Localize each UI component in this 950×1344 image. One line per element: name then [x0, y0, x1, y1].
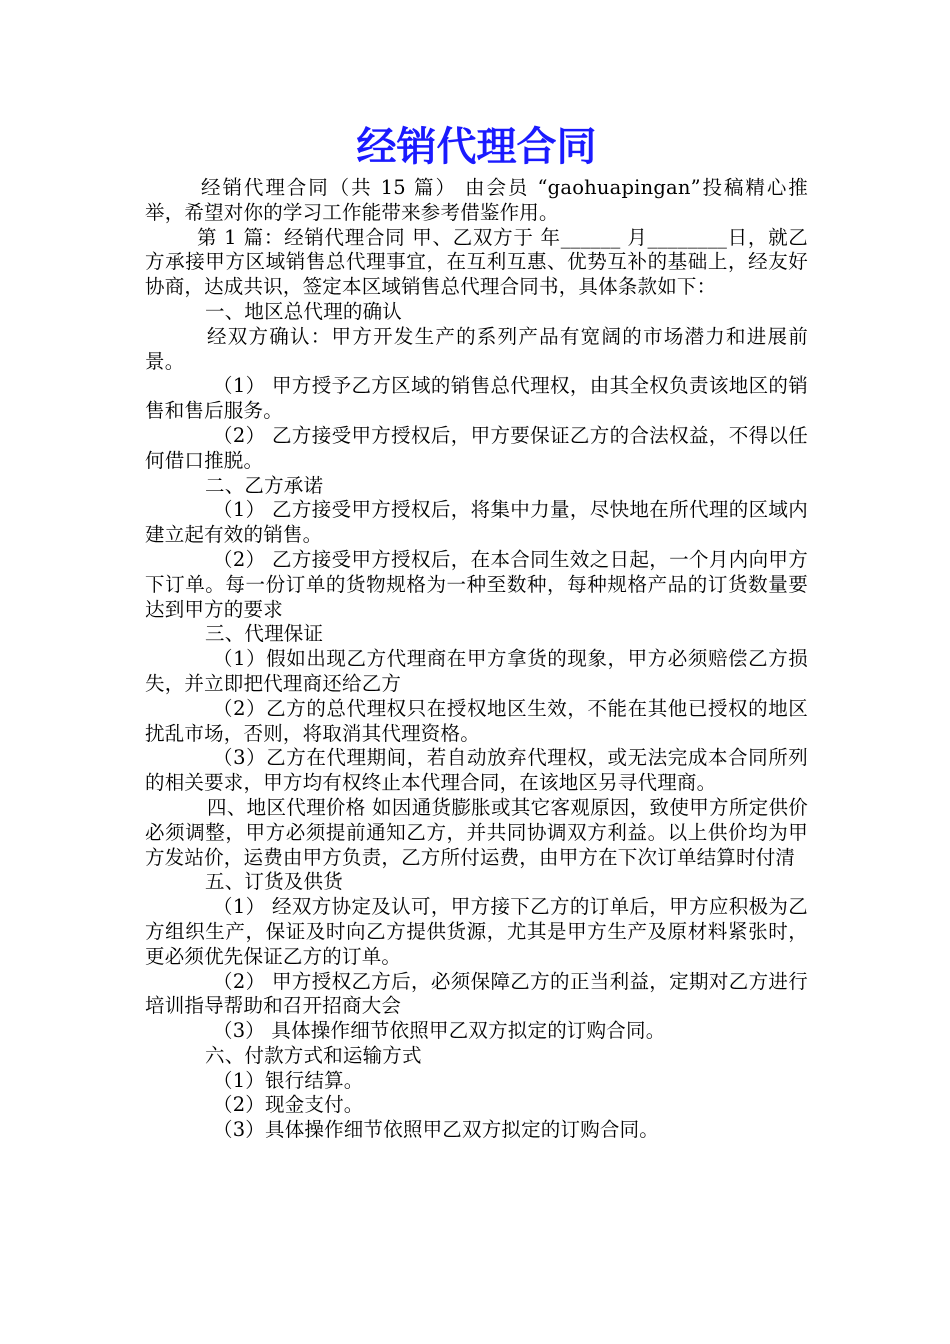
paragraph: 六、付款方式和运输方式 [205, 1043, 422, 1067]
paragraph: 二、乙方承诺 [205, 473, 324, 497]
paragraph: 五、订货及供货 [205, 870, 343, 894]
paragraph: 三、代理保证 [205, 622, 324, 646]
paragraph: 一、地区总代理的确认 [205, 299, 403, 323]
paragraph: 第 1 篇：经销代理合同 甲、乙双方于 年______ 月________日，就乙方承接甲方区域销售总代理事宜，在互利互惠、优势互补的基础上，经友好协商，达成共识，签定本区域销售总代理合同书，具体条款如下： [145, 225, 808, 299]
document-page [145, 118, 808, 1143]
paragraph: （2）乙方的总代理权只在授权地区生效，不能在其他已授权的地区扰乱市场，否则，将取消其代理资格。 [145, 696, 808, 745]
paragraph: （1）假如出现乙方代理商在甲方拿货的现象，甲方必须赔偿乙方损失，并立即把代理商还给乙方 [145, 647, 808, 695]
paragraph: （1） 甲方授予乙方区域的销售总代理权，由其全权负责该地区的销售和售后服务。 [145, 374, 808, 423]
paragraph: （3） 具体操作细节依照甲乙双方拟定的订购合同。 [213, 1019, 666, 1043]
paragraph: （1） 经双方协定及认可，甲方接下乙方的订单后，甲方应积极为乙方组织生产，保证及时向乙方提供货源，尤其是甲方生产及原材料紧张时，更必须优先保证乙方的订单。 [145, 895, 808, 968]
paragraph: （2） 乙方接受甲方授权后，在本合同生效之日起，一个月内向甲方下订单。每一份订单的货物规格为一种至数种，每种规格产品的订货数量要达到甲方的要求 [145, 547, 808, 621]
paragraph: （2） 乙方接受甲方授权后，甲方要保证乙方的合法权益，不得以任何借口推脱。 [145, 423, 808, 472]
paragraph: （2）现金支付。 [213, 1093, 364, 1117]
paragraph: （3）具体操作细节依照甲乙双方拟定的订购合同。 [213, 1118, 660, 1142]
paragraph: （2） 甲方授权乙方后，必须保障乙方的正当利益，定期对乙方进行培训指导帮助和召开招商大会 [145, 969, 808, 1018]
document-body [145, 176, 808, 1143]
paragraph: 经双方确认：甲方开发生产的系列产品有宽阔的市场潜力和进展前景。 [145, 324, 808, 373]
paragraph: （3）乙方在代理期间，若自动放弃代理权，或无法完成本合同所列的相关要求，甲方均有权终止本代理合同，在该地区另寻代理商。 [145, 746, 808, 795]
paragraph: （1）银行结算。 [213, 1068, 364, 1092]
paragraph: 四、地区代理价格 如因通货膨胀或其它客观原因，致使甲方所定供价必须调整，甲方必须提前通知乙方，并共同协调双方利益。以上供价均为甲方发站价，运费由甲方负责，乙方所付运费，由甲方在下次订单结算时付清 [145, 795, 808, 869]
paragraph: （1） 乙方接受甲方授权后，将集中力量，尽快地在所代理的区域内建立起有效的销售。 [145, 498, 808, 547]
paragraph: 经销代理合同（共 15 篇） 由会员 “gaohuapingan”投稿精心推举，希望对你的学习工作能带来参考借鉴作用。 [145, 176, 808, 224]
document-title: 经销代理合同 [356, 124, 597, 170]
